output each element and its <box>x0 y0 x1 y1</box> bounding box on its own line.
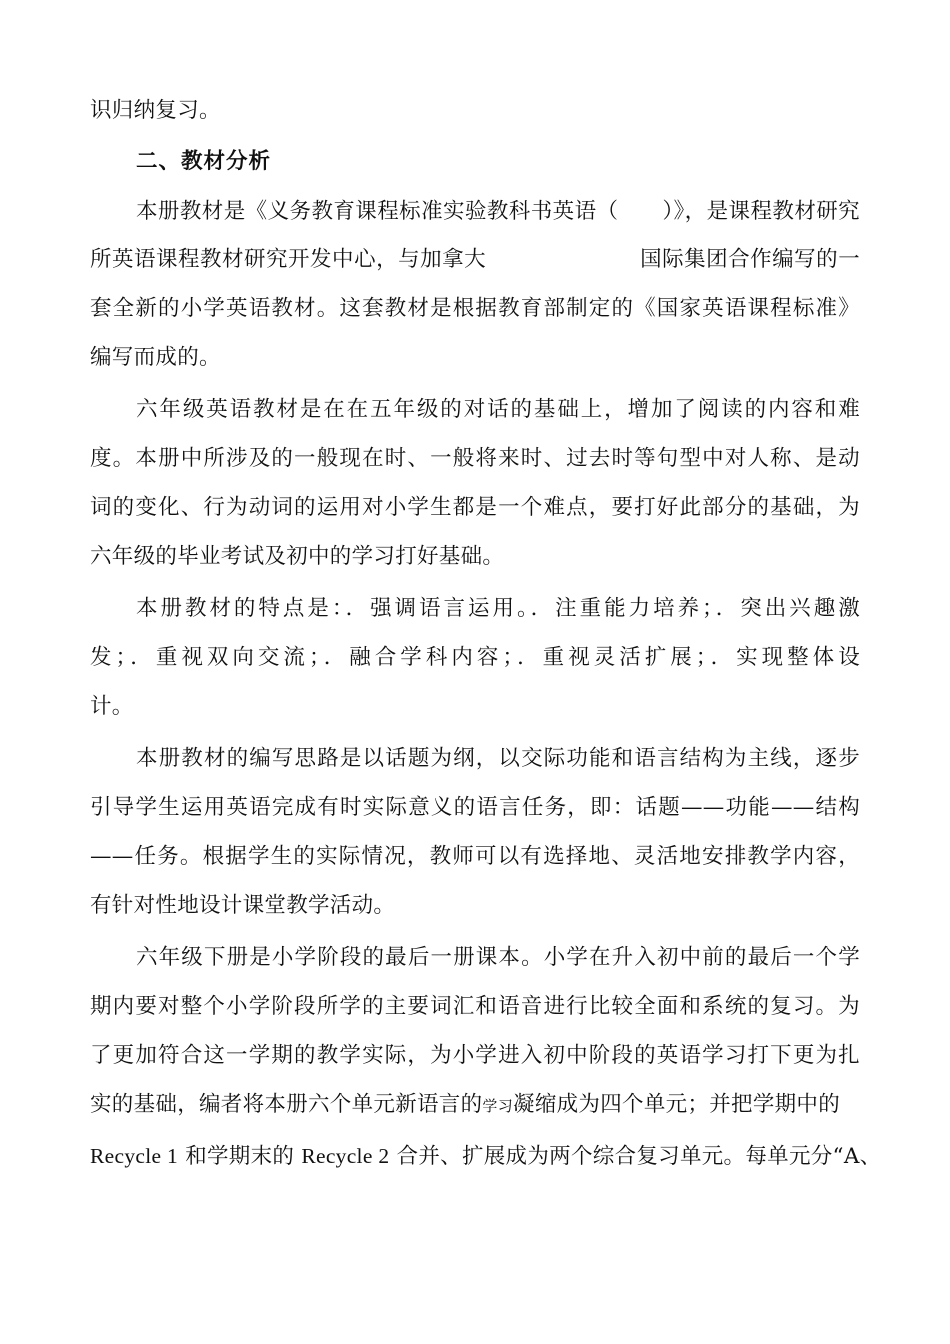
text-run: 实的基础，编者将本册六个单元新语言的 <box>90 1092 483 1117</box>
text-line <box>90 1142 882 1171</box>
text-run-latin: Recycle 1 <box>90 1144 179 1168</box>
text-line: 期内要对整个小学阶段所学的主要词汇和语音进行比较全面和系统的复习。为 <box>90 994 860 1019</box>
section-heading: 二、教材分析 <box>136 149 272 174</box>
text-run-latin: Recycle 2 <box>301 1144 390 1168</box>
text-line: 六年级的毕业考试及初中的学习打好基础。 <box>90 544 505 569</box>
text-line: 所英语课程教材研究开发中心，与加拿大 国际集团合作编写的一 <box>90 247 860 272</box>
text-line: 了更加符合这一学期的教学实际，为小学进入初中阶段的英语学习打下更为扎 <box>90 1043 860 1068</box>
text-line: 本册教材是《义务教育课程标准实验教科书英语（ ）》，是课程教材研究 <box>136 199 860 224</box>
text-line: 编写而成的。 <box>90 345 221 370</box>
text-run: 合并、扩展成为两个综合复习单元。每单元分“A、 <box>389 1144 882 1169</box>
text-line: 本册教材的特点是：．强调语言运用。．注重能力培养；．突出兴趣激 <box>136 596 860 621</box>
text-run: 和学期末的 <box>178 1144 302 1169</box>
text-line: 六年级英语教材是在在五年级的对话的基础上，增加了阅读的内容和难 <box>136 397 860 422</box>
text-line: 识归纳复习。 <box>90 98 221 123</box>
text-line: 引导学生运用英语完成有时实际意义的语言任务，即：话题——功能——结构 <box>90 795 860 820</box>
text-line: ——任务。根据学生的实际情况，教师可以有选择地、灵活地安排教学内容， <box>90 844 860 869</box>
text-line: 套全新的小学英语教材。这套教材是根据教育部制定的《国家英语课程标准》 <box>90 296 860 321</box>
text-line: 本册教材的编写思路是以话题为纲，以交际功能和语言结构为主线，逐步 <box>136 746 860 771</box>
text-line: 六年级下册是小学阶段的最后一册课本。小学在升入初中前的最后一个学 <box>136 945 860 970</box>
text-line: 度。本册中所涉及的一般现在时、一般将来时、过去时等句型中对人称、是动 <box>90 446 860 471</box>
text-run-small: 学习 <box>482 1097 514 1115</box>
text-line: 有针对性地设计课堂教学活动。 <box>90 893 396 918</box>
text-line <box>90 1091 860 1120</box>
text-line: 词的变化、行为动词的运用对小学生都是一个难点，要打好此部分的基础，为 <box>90 495 860 520</box>
text-run: 凝缩成为四个单元；并把学期中的 <box>513 1092 841 1117</box>
text-line: 发；．重视双向交流；．融合学科内容；．重视灵活扩展；．实现整体设 <box>90 645 860 670</box>
text-line: 计。 <box>90 694 134 719</box>
